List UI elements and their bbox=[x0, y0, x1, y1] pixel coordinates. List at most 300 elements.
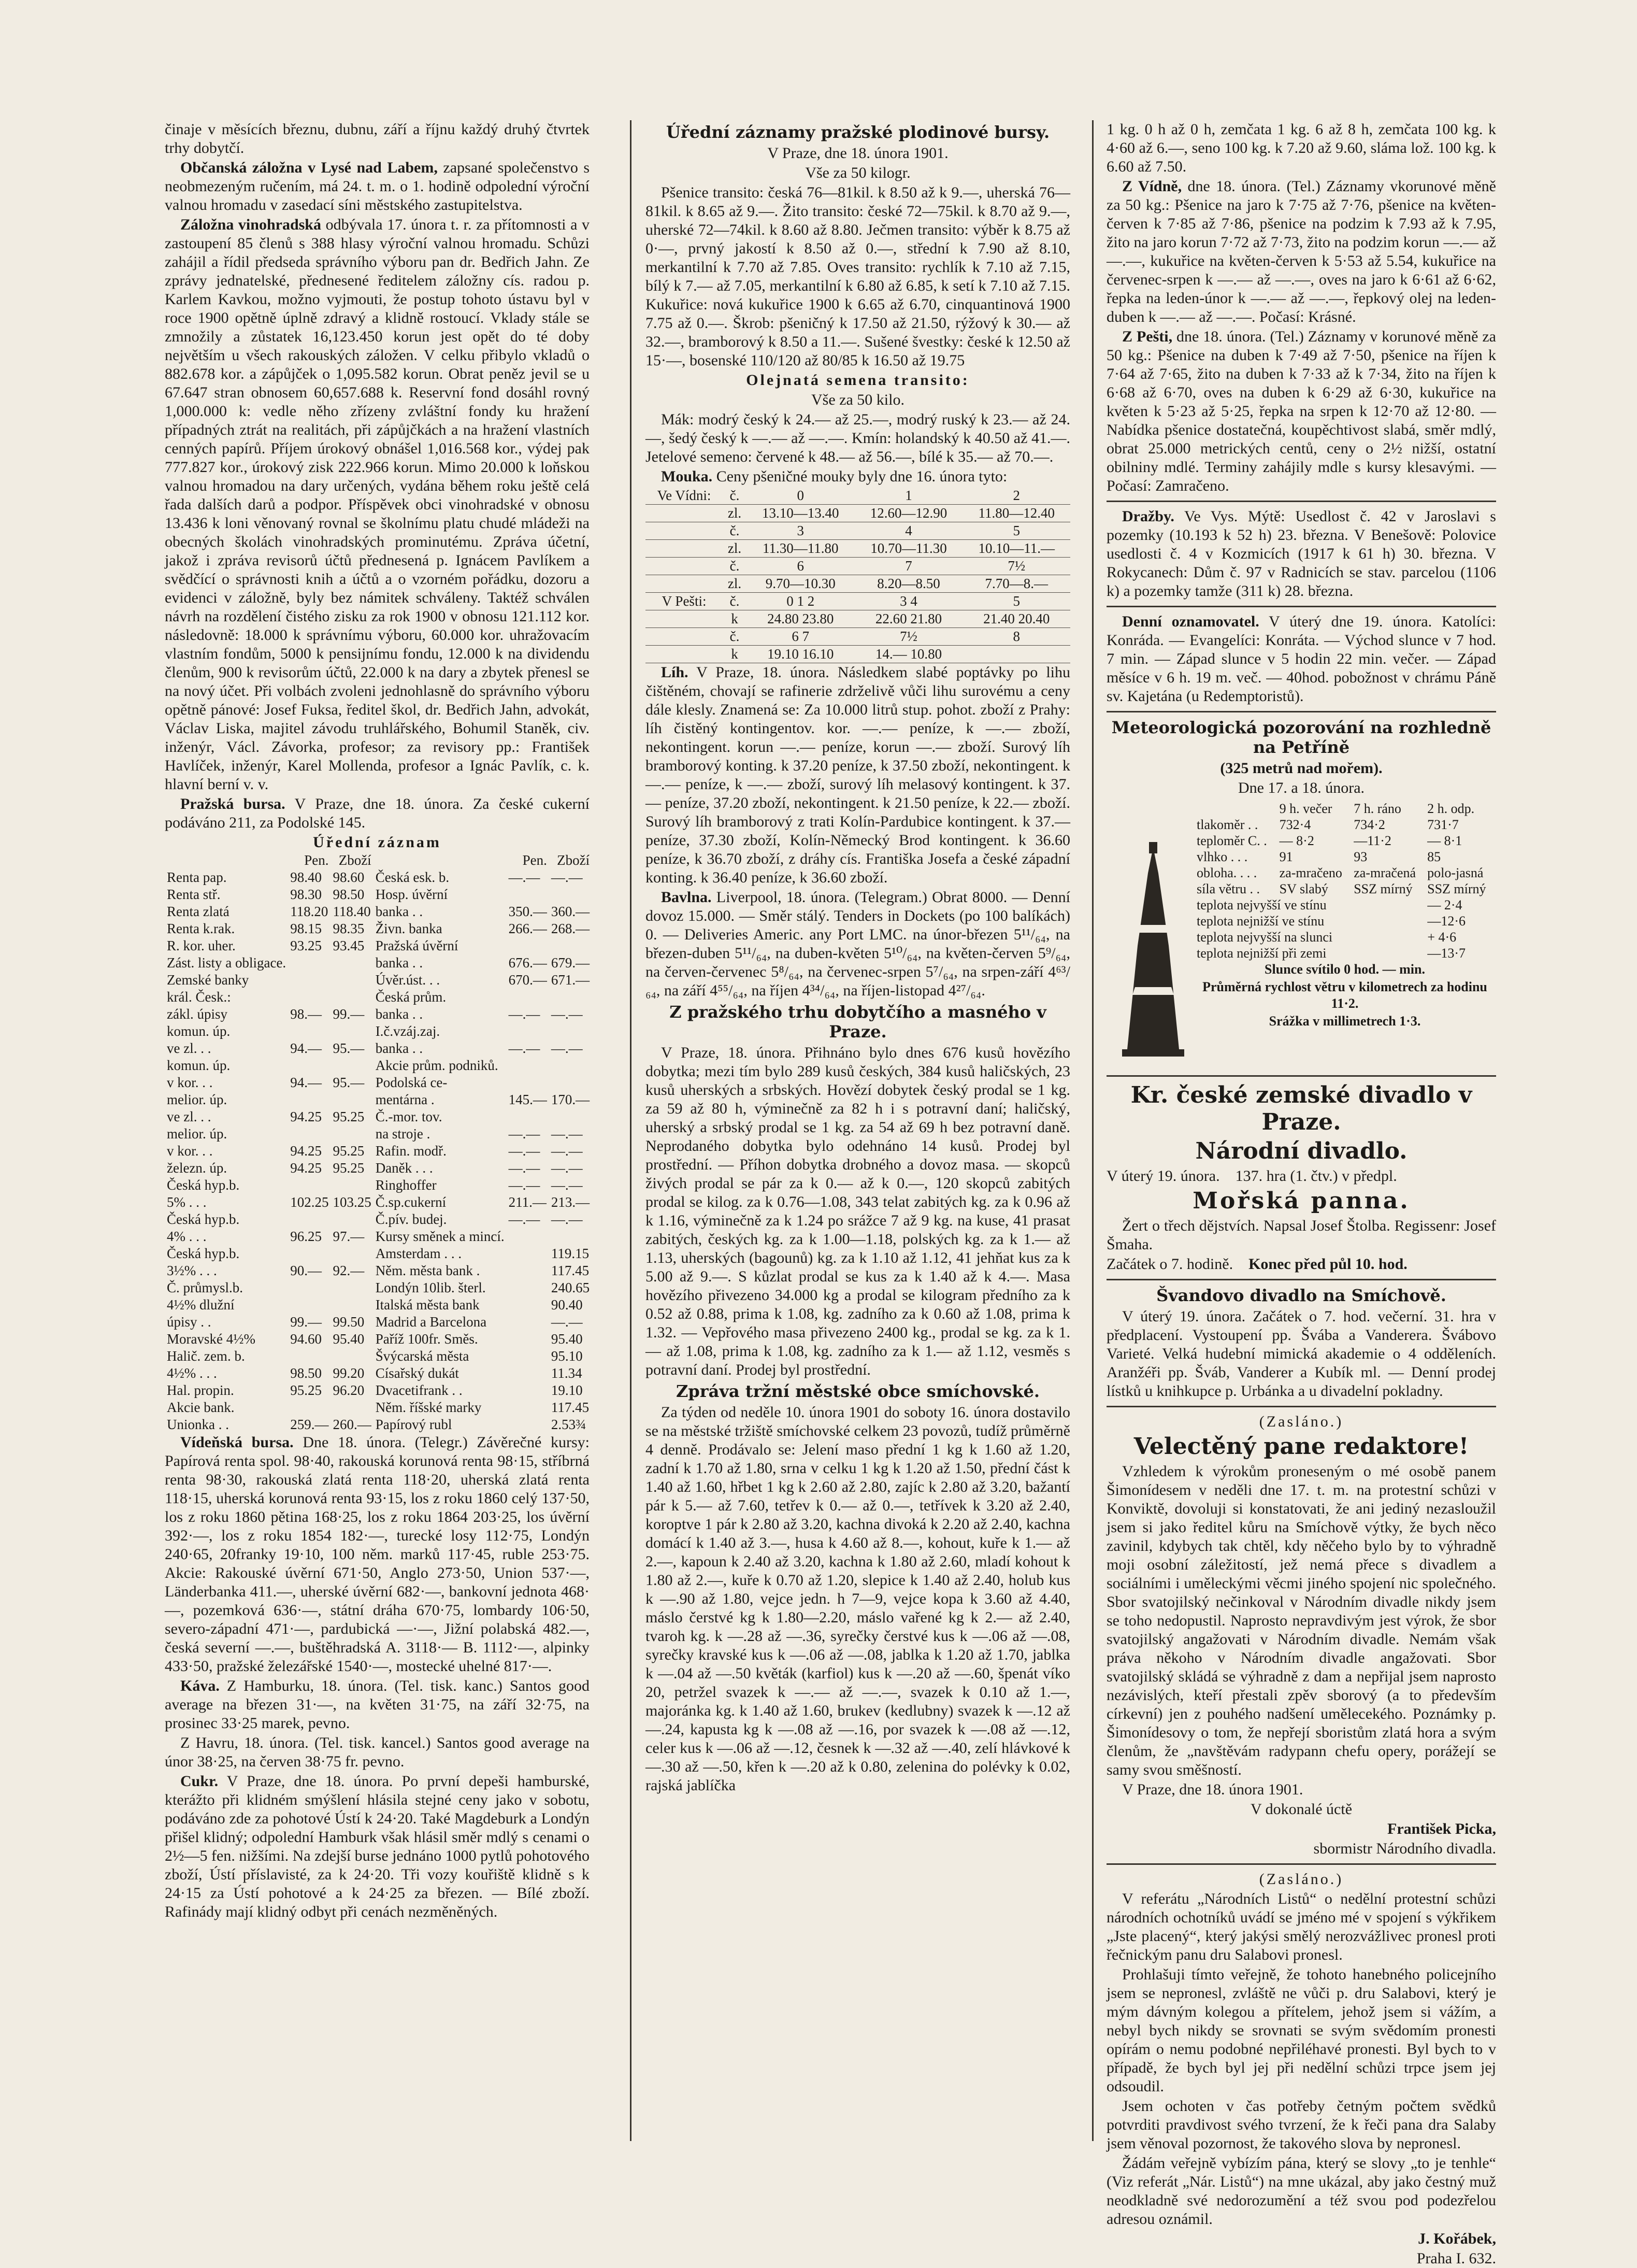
article-bavlna bbox=[645, 888, 1070, 1000]
table-cell: —.— bbox=[551, 1160, 583, 1176]
table-cell: 95.25 bbox=[333, 1160, 365, 1176]
table-cell: 4% . . . bbox=[167, 1229, 207, 1244]
table-cell: za-mračená bbox=[1354, 865, 1416, 880]
table-cell bbox=[507, 1228, 549, 1245]
table-cell: —.— bbox=[508, 1126, 540, 1142]
table-row bbox=[165, 1006, 592, 1023]
bursa-table bbox=[165, 852, 592, 1433]
table-cell: 10.70—11.30 bbox=[855, 540, 963, 558]
table-row bbox=[165, 1108, 592, 1125]
table-cell: 170.— bbox=[551, 1092, 590, 1107]
article-videnska-bursa bbox=[165, 1433, 590, 1676]
table-row bbox=[165, 1416, 592, 1433]
table-cell bbox=[549, 1023, 592, 1040]
table-cell: komun. úp. bbox=[167, 1058, 231, 1073]
table-cell: Č. průmysl.b. bbox=[167, 1280, 243, 1295]
table-cell: 11.34 bbox=[551, 1365, 582, 1381]
table-cell: —.— bbox=[508, 1177, 540, 1193]
olejnata-text: Mák: modrý český k 24.— až 25.—, modrý ruský k 23.— až 24.—, šedý český k —.— až —.—. Kmín: holandský k 40.50 až 41.—. Jetelové semeno: červené k 48.— až 56.—, bílé k 35.— až 70.—. bbox=[645, 411, 1070, 465]
table-cell: zl. bbox=[723, 505, 746, 522]
table-cell: — 2·4 bbox=[1427, 897, 1462, 912]
headline: Z Pešti, bbox=[1122, 328, 1173, 345]
table-cell bbox=[507, 1416, 549, 1433]
meteo-subtitle: (325 metrů nad mořem). bbox=[1220, 760, 1383, 777]
table-row bbox=[645, 487, 1070, 505]
table-cell: 94.25 bbox=[290, 1160, 322, 1176]
table-cell: teplota nejvyšší ve stínu bbox=[1197, 897, 1327, 912]
table-cell: v kor. . . bbox=[167, 1143, 213, 1159]
meteo-date: Dne 17. a 18. února. bbox=[1238, 779, 1365, 796]
table-cell: 91 bbox=[1279, 849, 1293, 864]
table-cell: Ringhoffer bbox=[375, 1177, 437, 1193]
table-cell: 2.53¾ bbox=[551, 1417, 586, 1432]
headline: Vídeňská bursa. bbox=[180, 1434, 294, 1451]
table-cell: Česká hyp.b. bbox=[167, 1177, 240, 1193]
intro-text: činaje v měsících březnu, dubnu, září a říjnu každý druhý čtvrtek trhy dobytčí. bbox=[165, 121, 590, 156]
table-cell: 98.15 bbox=[290, 921, 322, 936]
weather-block bbox=[1107, 801, 1496, 1070]
table-cell bbox=[507, 1279, 549, 1296]
redaktor-funkce: sbormistr Národního divadla. bbox=[1313, 1840, 1496, 1857]
table-row bbox=[165, 1074, 592, 1091]
table-cell: 95.— bbox=[333, 1075, 365, 1090]
dateline: V Praze, dne 18. února 1901. bbox=[767, 145, 949, 162]
table-cell: obloha. . . . bbox=[1197, 865, 1257, 880]
table-cell: 7½ bbox=[855, 628, 963, 646]
table-row bbox=[165, 937, 592, 954]
table-cell: 98.60 bbox=[333, 869, 365, 885]
table-cell: 95.25 bbox=[333, 1109, 365, 1124]
table-cell: č. bbox=[723, 487, 746, 505]
table-cell: 240.65 bbox=[551, 1280, 590, 1295]
table-cell: 117.45 bbox=[551, 1263, 590, 1278]
table-cell: 96.25 bbox=[290, 1229, 322, 1244]
table-cell: k bbox=[723, 646, 746, 663]
table-cell: Akcie prům. podniků. bbox=[375, 1058, 498, 1073]
table-cell: 4½% . . . bbox=[167, 1365, 217, 1381]
table-row bbox=[1195, 849, 1495, 865]
table-row bbox=[1195, 945, 1495, 961]
table-cell: 98.50 bbox=[290, 1365, 322, 1381]
mouka-table bbox=[645, 487, 1070, 663]
table-cell: Zást. listy a obligace. bbox=[167, 955, 286, 971]
trzni-text: Za týden od neděle 10. února 1901 do soboty 16. února dostavilo se na městské tržiště smíchovské celkem 23 povozů, tudíž průměrně 4 denně. Prodávalo se: Jelení maso přední 1 kg k 1.60 až 1.20, zadní k 1.70 až 1.80, srna v celku 1 kg k 1.20 až 1.50, přední část k 1.40 až 1.60, hřbet 1 kg k 2.60 až 2.80, zajíc k 2.80 až 3.20, bažantí pár k 5.— až 7.60, tetřev k 0.— až 0.—, tetřívek k 3.20 až 2.40, koroptve 1 pár k 2.80 až 3.20, kachna divoká k 2.20 až 2.40, kachna domácí k 1.40 až 3.—, husa k 4.60 až 8.—, kohout, kuře k 1.— až 2.—, kapoun k 2.40 až 3.20, kachna k 1.80 až 2.60, mladí kohout k 1.80 až 2.—, kuře k 0.70 až 1.20, slepice k 1.40 až 2.40, holub kus k —.90 až 1.80, vejce jedn. h 7—9, vejce kopa k 3.60 až 4.40, máslo čerstvé kg k 1.80—2.20, máslo vařené kg k 2.— až 2.40, tvaroh kg. k —.28 až —.36, syrečky čerstvé kus k —.06 až —.08, syrečky kravské kus k —.06 až —.08, jablka k 1.20 až 1.70, jablka k —.04 až —.50 květák (karfiol) kus k —.20 až —.60, špenát víko 20, petržel svazek k —.— až —.—, svazek k 0.10 až 1.—, majoránka kg. k 1.40 až 1.60, brukev (kedlubny) svazek k —.12 až —.24, kapusta kg k —.08 až —.16, por svazek k —.08 až —.12, celer kus k —.06 až —.12, česnek k —.32 až —.40, zelí hlávkové k —.30 až —.50, křen k —.20 až k 0.80, zelenina do polévky k 0.02, rajská jablíčka bbox=[645, 1404, 1070, 1794]
table-cell bbox=[288, 1125, 331, 1143]
table-row bbox=[165, 1296, 592, 1314]
divider bbox=[1107, 1279, 1496, 1280]
table-cell bbox=[507, 886, 549, 903]
svandovo-title: Švandovo divadlo na Smíchově. bbox=[1156, 1286, 1446, 1305]
table-header: Pen. bbox=[304, 852, 329, 868]
table-cell bbox=[645, 540, 723, 558]
table-cell bbox=[507, 1296, 549, 1314]
article-kava bbox=[165, 1677, 590, 1733]
table-row bbox=[165, 1194, 592, 1211]
table-cell: —.— bbox=[551, 869, 583, 885]
table-cell bbox=[331, 1091, 373, 1108]
table-cell: —13·7 bbox=[1427, 946, 1466, 961]
table-row bbox=[645, 628, 1070, 646]
table-cell bbox=[331, 1348, 373, 1365]
table-cell: 7 bbox=[855, 558, 963, 575]
table-cell: Něm. města bank . bbox=[375, 1263, 480, 1278]
table-cell bbox=[331, 1245, 373, 1262]
table-cell: č. bbox=[723, 593, 746, 610]
table-cell: 93.45 bbox=[333, 938, 365, 953]
table-cell bbox=[288, 972, 331, 989]
referat-adresa: Praha I. 632. bbox=[1416, 2250, 1496, 2267]
table-cell bbox=[507, 1348, 549, 1365]
table-cell: 350.— bbox=[508, 904, 547, 919]
table-cell: 99.50 bbox=[333, 1314, 365, 1330]
table-cell: vlhko . . . bbox=[1197, 849, 1248, 864]
table-row bbox=[165, 1228, 592, 1245]
table-header: Zboží bbox=[557, 852, 590, 868]
column-divider bbox=[1092, 120, 1094, 2141]
table-cell: Amsterdam . . . bbox=[375, 1246, 462, 1261]
table-cell bbox=[331, 989, 373, 1006]
table-cell: 97.— bbox=[333, 1229, 365, 1244]
table-cell: 95.25 bbox=[333, 1143, 365, 1159]
table-cell bbox=[288, 1245, 331, 1262]
table-cell: Císařský dukát bbox=[375, 1365, 459, 1381]
table-cell: 94.— bbox=[290, 1040, 322, 1056]
dobytek-text: V Praze, 18. února. Přihnáno bylo dnes 676 kusů hovězího dobytka; mezi tím bylo 289 kusů českých, 384 kusů haličských, 23 kusů uherských a srbských. Hovězí dobytek český prodal se 1 kg. za 59 až 80 h, výminečně za 82 h i s potravní daní; haličský, uherský a srbský prodal se 1 kg. za 54 až 69 h bez potravní daně. Neprodaného dobytka bylo odehnáno 14 kusů. Prodej byl prostřední. — Příhon dobytka drobného a dovoz masa. — skopců živých prodal se pár za k 0.— až k 0.—, 120 skopců zabitých prodal se kilog. za k 0.76—1.08, 343 telat zabitých kg. za k 0.96 až k 1.16, výminečně za k 1.24 po srážce 7 až 9 kg. na kuse, 41 prasat zabitých, českých kg. za k 1.00—1.18, polských kg. za k 1.— až 1.13, uherských (bagounů) kg. za k 1.10 až 1.12, 41 jehňat kus za k 5.00 až 9.—. S kůzlat prodal se kus za k 1.40 až k 4.—. Masa hovězího přivezeno 34.000 kg a prodal se kilogram předního za k 0.52 až 0.88, prima k 1.08, kg. zadního za k 0.60 až 1.08, prima k 1.32. — Vepřového masa přivezeno 2400 kg., prodal se kg. za k 1.— až 1.08, prima k 1.08, kg. zadního za k 1.— až 1.12, vesměs s potravní daní. Prodej byl prostřední. bbox=[645, 1044, 1070, 1378]
table-cell: 259.— bbox=[290, 1417, 329, 1432]
table-cell: 13.10—13.40 bbox=[746, 505, 855, 522]
table-row bbox=[1195, 833, 1495, 849]
headline-dobytek: Z pražského trhu dobytčího a masného v Praze. bbox=[669, 1002, 1046, 1042]
table-cell bbox=[331, 1279, 373, 1296]
table-cell: železn. úp. bbox=[167, 1160, 227, 1176]
table-row bbox=[1195, 929, 1495, 945]
table-cell bbox=[331, 1296, 373, 1314]
table-cell: na stroje . bbox=[375, 1126, 430, 1142]
table-cell: —.— bbox=[551, 1314, 583, 1330]
table-cell: SV slabý bbox=[1279, 881, 1328, 896]
table-row bbox=[165, 1382, 592, 1399]
table-cell: Rafin. modř. bbox=[375, 1143, 447, 1159]
table-row bbox=[165, 886, 592, 903]
table-row bbox=[165, 954, 592, 972]
table-cell: —.— bbox=[508, 1006, 540, 1022]
divider bbox=[1107, 1406, 1496, 1407]
body: Ve Vys. Mýtě: Usedlost č. 42 v Jaroslavi s pozemky (10.193 k 52 h) 23. března. V Benešově: Polovice usedlosti č. 4 v Kozmicích (1917 k 61 h) 30. března. V Rokycanech: Dům č. 97 v Radnicích se stav. parcelou (1106 k) a pozemky tamže (311 k) 28. března. bbox=[1107, 508, 1496, 600]
divadlo-nazev: Mořská panna. bbox=[1193, 1188, 1410, 1214]
divadlo-cas bbox=[1107, 1255, 1496, 1274]
meteo-srazka: Srážka v millimetrech 1·3. bbox=[1269, 1014, 1421, 1029]
table-cell: Renta k.rak. bbox=[167, 921, 235, 936]
table-cell: —.— bbox=[551, 1040, 583, 1056]
table-cell: Ve Vídni: bbox=[645, 487, 723, 505]
zaznam-title: Úřední záznam bbox=[313, 834, 441, 851]
table-cell: 92.— bbox=[333, 1263, 365, 1278]
table-cell bbox=[507, 937, 549, 954]
table-cell: banka . . bbox=[375, 904, 423, 919]
table-cell: komun. úp. bbox=[167, 1023, 231, 1039]
table-cell: —.— bbox=[508, 1143, 540, 1159]
table-row bbox=[165, 1125, 592, 1143]
table-body bbox=[1195, 897, 1495, 961]
column-divider bbox=[630, 120, 631, 2141]
table-cell: —.— bbox=[508, 1160, 540, 1176]
table-cell bbox=[645, 505, 723, 522]
body: V Praze, dne 18. února. Za české cukerní podáváno 211, za Podolské 145. bbox=[165, 795, 590, 831]
table-cell: 99.— bbox=[333, 1006, 365, 1022]
table-cell: banka . . bbox=[375, 1006, 423, 1022]
zaslano-label: (Zasláno.) bbox=[1259, 1413, 1344, 1430]
table-cell: 670.— bbox=[508, 972, 547, 988]
divider bbox=[1107, 501, 1496, 502]
table-cell: Unionka . . bbox=[167, 1417, 229, 1432]
table-cell: 12.60—12.90 bbox=[855, 505, 963, 522]
table-cell: 3 bbox=[746, 522, 855, 540]
meteo-title: Meteorologická pozorování na rozhledně na Petříně bbox=[1111, 718, 1491, 757]
table-cell: Úvěr.úst. . . bbox=[375, 972, 440, 988]
table-cell bbox=[507, 1382, 549, 1399]
table-row bbox=[1195, 897, 1495, 913]
table-cell: 95.— bbox=[333, 1040, 365, 1056]
headline: Pražská bursa. bbox=[180, 795, 285, 812]
table-cell: 211.— bbox=[508, 1194, 547, 1210]
table-cell: č. bbox=[723, 522, 746, 540]
table-cell: melior. úp. bbox=[167, 1126, 227, 1142]
meteo-slunce: Slunce svítilo 0 hod. — min. bbox=[1265, 962, 1425, 977]
table-row bbox=[645, 593, 1070, 610]
table-cell bbox=[507, 989, 549, 1006]
table-cell: —.— bbox=[551, 1126, 583, 1142]
table-cell: 94.25 bbox=[290, 1109, 322, 1124]
unit-note: Vše za 50 kilogr. bbox=[805, 164, 911, 181]
table-cell: Pražská úvěrní bbox=[375, 938, 458, 953]
table-row bbox=[165, 1245, 592, 1262]
body: V úterý dne 19. února. Katolíci: Konráda. — Evangelíci: Konráta. — Východ slunce v 7 hod. 7 min. — Západ slunce v 5 hodin 22 min. večer. — Západ měsíce v 6 h. 19 m. več. — 40hod. pobožnost v chrámu Páně sv. Kajetána (u Redemptoristů). bbox=[1107, 613, 1496, 705]
body: dne 18. února. (Tel.) Záznamy v korunové měně za 50 kg.: Pšenice na duben k 7·49 až 7·50, pšenice na říjen k 7·64 až 7·65, žito na duben k 7·33 až k 7·34, žito na říjen k 6·68 až 6·70, oves na duben k 6·29 až 6·30, kukuřice na květen k 5·23 až 5·25, řepka na srpen k 12·70 až 12·80. — Nabídka pšenice dostatečná, koupěchtivost slabá, směr mdlý, obrat 25.000 metrických centů, ceny o 2½ nižší, ostatní obilniny mdlé. Terminy zahájily mdle s kursy klesavými. — Počasí: Zamračeno. bbox=[1107, 328, 1496, 494]
table-cell: Česká hyp.b. bbox=[167, 1246, 240, 1261]
table-cell: Něm. říšské marky bbox=[375, 1400, 482, 1415]
table-cell: 14.— 10.80 bbox=[855, 646, 963, 663]
table-cell: 99.— bbox=[290, 1314, 322, 1330]
referat-text: V referátu „Národních Listů“ o nedělní protestní schůzi národních ochotníků uvádí se jméno mé v spojení s výkřikem „Jste placený“, který jakýsi smělý nerozvážlivec pronesl proti řečnickým panu dru Salabovi pronesl. bbox=[1107, 1890, 1496, 1963]
table-cell: 117.45 bbox=[551, 1400, 590, 1415]
table-cell bbox=[507, 1399, 549, 1416]
table-cell: 118.20 bbox=[290, 904, 328, 919]
meteo-table bbox=[1195, 801, 1495, 897]
table-cell: úpisy . . bbox=[167, 1314, 211, 1330]
table-cell: 19.10 16.10 bbox=[746, 646, 855, 663]
table-cell bbox=[645, 558, 723, 575]
table-cell bbox=[288, 1023, 331, 1040]
table-cell: — 8·1 bbox=[1427, 833, 1462, 848]
table-cell bbox=[549, 989, 592, 1006]
table-header: 7 h. ráno bbox=[1354, 801, 1401, 816]
redaktor-text: Vzhledem k výrokům proneseným o mé osobě panem Šimonídesem v neděli dne 17. t. m. na protestní schůzi v Konviktě, dovoluji si konstatovati, že ani jediný nezasloužil jsem si jako ředitel kůru na Smíchově výtky, že bych něco zavinil, kdybych tak chtěl, kdy něčeho bylo by to výhradně moji osobní záležitostí, jež nemá přece s divadlem a sociálními i uměleckými věcmi jiného spojení nic společného. Sbor svatojilský nečinkoval v Národním divadle nikdy jsem se toho nedopustil. Naprosto nepravdivým jest výrok, že sbor svatojilský angažovati v Národním divadle. Nemám však práva někoho v Národním divadle angažovati. Sbor svatojilský skládá se výhradně z dam a nepřijal jsem naprosto nezávislých, kteří přestali zpěv sborový (a to především církevní) jen z pouhého nadšení umělecekého. Poznámky p. Šimonídesovy o tom, že nepřejí sboristům zlatá hora a svým členům, že „navštěvám radypann chefu opery, porážejí se samy svou směšností. bbox=[1107, 1463, 1496, 1778]
table-cell: 95.10 bbox=[551, 1348, 583, 1364]
body: zapsané společenstvo s neobmezeným ručením, má 24. t. m. o 1. hodině odpolední výroční valnou hromadu v zasedací síni městského zastupitelstva. bbox=[165, 159, 590, 213]
divadlo-hra: 137. hra (1. čtv.) v předpl. bbox=[1235, 1167, 1397, 1185]
table-row bbox=[1195, 881, 1495, 897]
table-row bbox=[165, 1023, 592, 1040]
headline-plodiny: Úřední záznamy pražské plodinové bursy. bbox=[666, 122, 1050, 142]
table-row bbox=[165, 903, 592, 920]
divider bbox=[1107, 606, 1496, 607]
table-cell: 266.— bbox=[508, 921, 547, 936]
table-cell: —.— bbox=[508, 1040, 540, 1056]
table-cell: Moravské 4½% bbox=[167, 1331, 255, 1347]
article-zalozna-lysa bbox=[165, 159, 590, 215]
table-cell: 213.— bbox=[551, 1194, 590, 1210]
table-cell: 99.20 bbox=[333, 1365, 365, 1381]
table-cell: 98.— bbox=[290, 1006, 322, 1022]
table-cell: Dvacetifrank . . bbox=[375, 1382, 463, 1398]
divadlo-date: V úterý 19. února. bbox=[1107, 1167, 1220, 1185]
table-cell bbox=[288, 1296, 331, 1314]
table-row bbox=[165, 1262, 592, 1279]
divadlo-text: Žert o třech dějstvích. Napsal Josef Štolba. Regissenr: Josef Šmaha. bbox=[1107, 1217, 1496, 1253]
table-cell: 5 bbox=[963, 593, 1070, 610]
table-cell: 21.40 20.40 bbox=[963, 610, 1070, 628]
table-row bbox=[165, 1177, 592, 1194]
table-cell: V Pešti: bbox=[645, 593, 723, 610]
table-row bbox=[645, 646, 1070, 663]
table-cell: 85 bbox=[1427, 849, 1441, 864]
article-pest bbox=[1107, 327, 1496, 495]
article-oznamovatel bbox=[1107, 612, 1496, 706]
table-cell: polo-jasná bbox=[1427, 865, 1484, 880]
headline: Mouka. bbox=[661, 468, 713, 485]
table-cell: 731·7 bbox=[1427, 817, 1459, 832]
table-body bbox=[645, 487, 1070, 663]
table-cell: 24.80 23.80 bbox=[746, 610, 855, 628]
table-cell: 734·2 bbox=[1354, 817, 1385, 832]
divadlo-title: Kr. české zemské divadlo v Praze. bbox=[1130, 1082, 1472, 1135]
column-1 bbox=[165, 120, 590, 2141]
body: Dne 18. února. (Telegr.) Závěrečné kursy: Papírová renta spol. 98·40, rakouská korunová renta 98·15, stříbrná renta 98·30, rakouská zlatá renta 118·20, uherská zlatá renta 118·15, uherská korunová renta 93·15, los z roku 1860 celý 137·50, los z roku 1860 pětina 168·25, los z roku 1864 203·25, los úvěrní 392·—, los z roku 1854 182·—, turecké losy 112·75, Londýn 240·65, 20franky 19·10, 100 něm. marků 117·45, ruble 253·75. Akcie: Rakouské úvěrní 671·50, Anglo 273·50, Union 537·—, Länderbanka 411.—, uherské úvěrní 682·—, bankovní jednota 468·—, pozemková 636·—, státní dráha 670·75, lombardy 106·50, severo-západní 471·—, pardubická —·—, Jižní polabská 482.—, česká severní —.—, buštěhradská A. 3118·— B. 1112·—, alpinky 433·50, pražské železářské 1540·—, mostecké uhelné 817·—. bbox=[165, 1434, 590, 1675]
zaslano-label: (Zasláno.) bbox=[1259, 1871, 1344, 1888]
redaktor-podpis: František Picka, bbox=[1387, 1820, 1496, 1837]
table-cell: 679.— bbox=[551, 955, 590, 971]
headline: Líh. bbox=[661, 664, 688, 681]
meteo-vitr: Průměrná rychlost větru v kilometrech za hodinu 11·2. bbox=[1202, 979, 1487, 1011]
divadlo-zacatek: Začátek o 7. hodině. bbox=[1107, 1256, 1233, 1273]
table-cell: 671.— bbox=[551, 972, 590, 988]
table-cell bbox=[288, 989, 331, 1006]
table-cell: 118.40 bbox=[333, 904, 371, 919]
table-cell bbox=[645, 522, 723, 540]
referat-podpis: J. Kořábek, bbox=[1418, 2230, 1496, 2247]
table-cell bbox=[288, 1057, 331, 1074]
table-cell bbox=[549, 1108, 592, 1125]
table-cell: 103.25 bbox=[333, 1194, 371, 1210]
table-cell bbox=[288, 1348, 331, 1365]
table-header: Zboží bbox=[338, 852, 371, 868]
table-cell: banka . . bbox=[375, 955, 423, 971]
table-cell bbox=[645, 610, 723, 628]
table-cell: SSZ mírný bbox=[1427, 881, 1486, 896]
table-cell bbox=[331, 1057, 373, 1074]
table-row bbox=[165, 1279, 592, 1296]
table-cell: 8 bbox=[963, 628, 1070, 646]
table-cell bbox=[507, 1365, 549, 1382]
table-row bbox=[165, 1057, 592, 1074]
table-row bbox=[165, 1143, 592, 1160]
table-cell bbox=[507, 1331, 549, 1348]
body: dne 18. února. (Tel.) Záznamy vkorunové měně za 50 kg.: Pšenice na jaro k 7·75 až 7·76, pšenice na květen-červen k 7·85 až 7·86, pšenice na podzim k 7.93 až k 7.95, žito na jaro korun 7·72 až 7·73, žito na podzim korun —.— až —.—, kukuřice na květen-červen k 5·53 až 5.54, kukuřice na červenec-srpen k —.— až —.—, oves na jaro k 6·61 až 6·62, řepka na leden-únor k —.— až —.—, řepkový olej na leden-duben k —.— až —.—. Počasí: Krásné. bbox=[1107, 178, 1496, 325]
headline: Bavlna. bbox=[661, 889, 712, 906]
table-cell bbox=[331, 1399, 373, 1416]
headline: Dražby. bbox=[1122, 508, 1174, 525]
table-cell: —.— bbox=[551, 1006, 583, 1022]
table-row bbox=[1195, 865, 1495, 881]
table-cell: zákl. úpisy bbox=[167, 1006, 227, 1022]
body: Z Hamburku, 18. února. (Tel. tisk. kanc.) Santos good average na březen 31·—, na květen 31·75, na září 32·75, na prosinec 33·25 marek, pevno. bbox=[165, 1677, 590, 1732]
article-zalozna-vinohrady bbox=[165, 216, 590, 794]
table-cell: za-mračeno bbox=[1279, 865, 1342, 880]
table-cell: 3½% . . . bbox=[167, 1263, 217, 1278]
table-cell bbox=[288, 1399, 331, 1416]
table-cell: 9.70—10.30 bbox=[746, 575, 855, 593]
table-cell: 94.— bbox=[290, 1075, 322, 1090]
weather-table bbox=[1195, 801, 1495, 1031]
table-cell: zl. bbox=[723, 575, 746, 593]
article-cukr bbox=[165, 1772, 590, 1921]
divadlo-subtitle: Národní divadlo. bbox=[1195, 1138, 1408, 1164]
table-cell: 119.15 bbox=[551, 1246, 590, 1261]
table-cell: —11·2 bbox=[1354, 833, 1391, 848]
table-cell: 95.40 bbox=[551, 1331, 583, 1347]
olejnata-title: Olejnatá semena transito: bbox=[746, 372, 970, 389]
table-cell bbox=[549, 1074, 592, 1091]
headline-trzni: Zpráva tržní městské obce smíchovské. bbox=[676, 1381, 1040, 1401]
table-cell: 90.— bbox=[290, 1263, 322, 1278]
table-cell: —.— bbox=[551, 1177, 583, 1193]
table-cell: — 8·2 bbox=[1279, 833, 1314, 848]
table-cell: Renta stř. bbox=[167, 887, 221, 902]
headline: Záložna vinohradská bbox=[180, 216, 321, 233]
table-row bbox=[1195, 817, 1495, 833]
table-cell: Londýn 10lib. šterl. bbox=[375, 1280, 486, 1295]
table-header: 9 h. večer bbox=[1279, 801, 1332, 816]
column-3 bbox=[1107, 120, 1496, 2267]
table-cell: Hosp. úvěrní bbox=[375, 887, 448, 902]
table-cell: 360.— bbox=[551, 904, 590, 919]
table-row bbox=[165, 920, 592, 937]
article-lih bbox=[645, 663, 1070, 887]
table-cell: síla větru . . bbox=[1197, 881, 1260, 896]
table-row bbox=[645, 575, 1070, 593]
table-cell: banka . . bbox=[375, 1040, 423, 1056]
table-cell: 4 bbox=[855, 522, 963, 540]
table-cell: 0 1 2 bbox=[746, 593, 855, 610]
table-cell: 95.40 bbox=[333, 1331, 365, 1347]
table-cell: 5% . . . bbox=[167, 1194, 207, 1210]
table-cell: 4½% dlužní bbox=[167, 1297, 235, 1313]
table-row bbox=[165, 869, 592, 886]
table-cell: Kursy směnek a mincí. bbox=[375, 1229, 505, 1244]
table-cell: Č.sp.cukerní bbox=[375, 1194, 447, 1210]
table-cell: teplota nejvyšší na slunci bbox=[1197, 930, 1333, 945]
table-cell: 102.25 bbox=[290, 1194, 329, 1210]
table-cell: teplota nejnižší při zemi bbox=[1197, 946, 1327, 961]
redaktor-date: V Praze, dne 18. února 1901. bbox=[1122, 1781, 1303, 1798]
table-row bbox=[165, 1040, 592, 1057]
table-cell: 8.20—8.50 bbox=[855, 575, 963, 593]
table-cell bbox=[288, 1091, 331, 1108]
table-cell: R. kor. uher. bbox=[167, 938, 236, 953]
table-cell: 98.35 bbox=[333, 921, 365, 936]
divider bbox=[1107, 1075, 1496, 1077]
table-row bbox=[645, 540, 1070, 558]
